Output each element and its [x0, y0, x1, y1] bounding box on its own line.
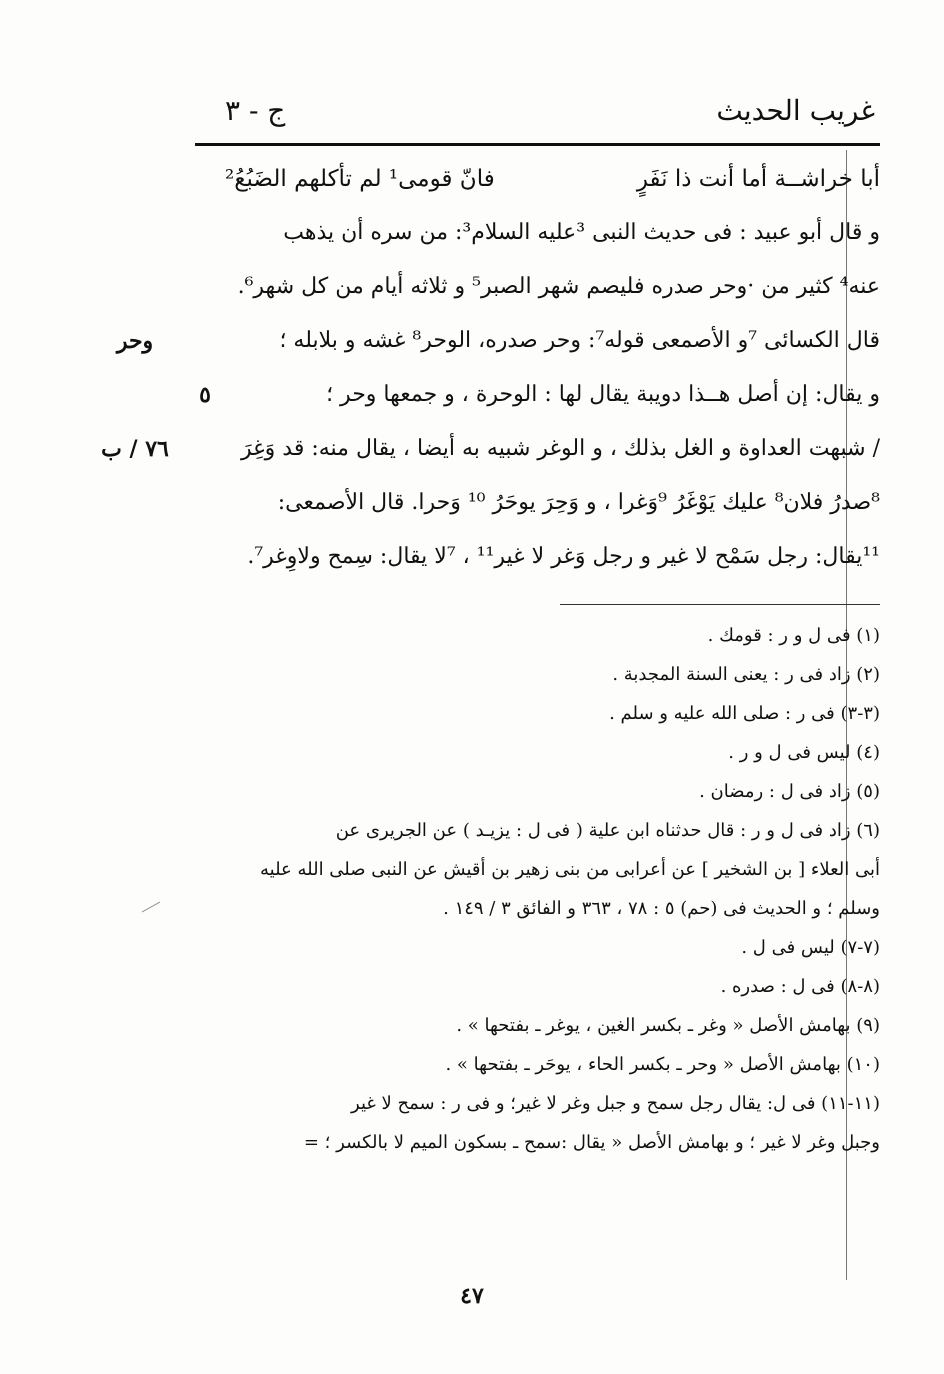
text-line: قال الكسائى ⁷و الأصمعى قوله⁷: وحر صدره، الوحر⁸ غشه و بلابله ؛	[279, 328, 880, 353]
text-line: و قال أبو عبيد : فى حديث النبى ³عليه السلام³: من سره أن يذهب	[283, 220, 880, 245]
margin-line-number: ٥	[199, 382, 211, 408]
text-line: عنه⁴ كثير من ·وحر صدره فليصم شهر الصبر⁵ و ثلاثه أيام من كل شهر⁶.	[237, 274, 880, 299]
footnote: (٧-٧) ليس فى ل .	[741, 937, 880, 958]
text-line: ¹¹يقال: رجل سَمْح لا غير و رجل وَغر لا غير¹¹ ، ⁷لا يقال: سِمح ولاوِغر⁷.	[247, 544, 880, 569]
footnote: (٩) بهامش الأصل « وغر ـ بكسر الغين ، يوغر ـ بفتحها » .	[456, 1015, 880, 1036]
text-line: ⁸صدرُ فلان⁸ عليك يَوْغَرُ ⁹وَغرا ، و وَحِرَ يوحَرُ ¹⁰ وَحرا. قال الأصمعى:	[277, 490, 880, 515]
margin-keyword: وحر	[116, 328, 154, 354]
margin-folio-marker: ٧٦ / ب	[101, 436, 169, 462]
footnote: وسلم ؛ و الحديث فى (حم) ٥ : ٧٨ ، ٣٦٣ و الفائق ٣ / ١٤٩ .	[443, 898, 880, 919]
footnote: (٣-٣) فى ر : صلى الله عليه و سلم .	[609, 703, 880, 724]
text-line: و يقال: إن أصل هــذا دويبة يقال لها : الوحرة ، و جمعها وحر ؛	[326, 382, 880, 407]
page-number: ٤٧	[460, 1283, 484, 1309]
footnote: وجبل وغر لا غير ؛ و بهامش الأصل « يقال :سمح ـ بسكون الميم لا بالكسر ؛ =	[303, 1132, 880, 1153]
poetry-verse	[225, 152, 880, 206]
text-line: / شبهت العداوة و الغل بذلك ، و الوغر شبيه به أيضا ، يقال منه: قد وَغِرَ	[241, 436, 880, 461]
footnote: (٢) زاد فى ر : يعنى السنة المجدبة .	[612, 664, 880, 685]
footnote: (١٠) بهامش الأصل « وحر ـ بكسر الحاء ، يوحَر ـ بفتحها » .	[445, 1054, 880, 1075]
verse-hemistich-1: أبا خراشــة أما أنت ذا نَفَرٍ	[636, 166, 880, 192]
book-title: غريب الحديث	[716, 93, 875, 127]
footnote: (٨-٨) فى ل : صدره .	[720, 976, 880, 997]
footnote: (١) فى ل و ر : قومك .	[707, 625, 880, 646]
pencil-mark	[140, 900, 162, 914]
header-rule	[195, 143, 880, 146]
main-text	[225, 152, 880, 584]
footnote: (٤) ليس فى ل و ر .	[728, 742, 880, 763]
running-header	[225, 88, 875, 132]
footnotes	[225, 616, 880, 1162]
footnote: (٥) زاد فى ل : رمضان .	[699, 781, 880, 802]
footnote-rule	[560, 604, 880, 605]
footnote: (٦) زاد فى ل و ر : قال حدثناه ابن علية ( فى ل : يزيـد ) عن الجريرى عن	[335, 820, 880, 841]
verse-hemistich-2: فانّ قومى¹ لم تأكلهم الضَبُعُ²	[225, 166, 495, 192]
footnote: (١١-١١) فى ل: يقال رجل سمح و جبل وغر لا غير؛ و فى ر : سمح لا غير	[351, 1093, 880, 1114]
footnote: أبى العلاء [ بن الشخير ] عن أعرابى من بنى زهير بن أقيش عن النبى صلى الله عليه	[259, 859, 880, 880]
volume-number: ج - ٣	[225, 93, 286, 127]
